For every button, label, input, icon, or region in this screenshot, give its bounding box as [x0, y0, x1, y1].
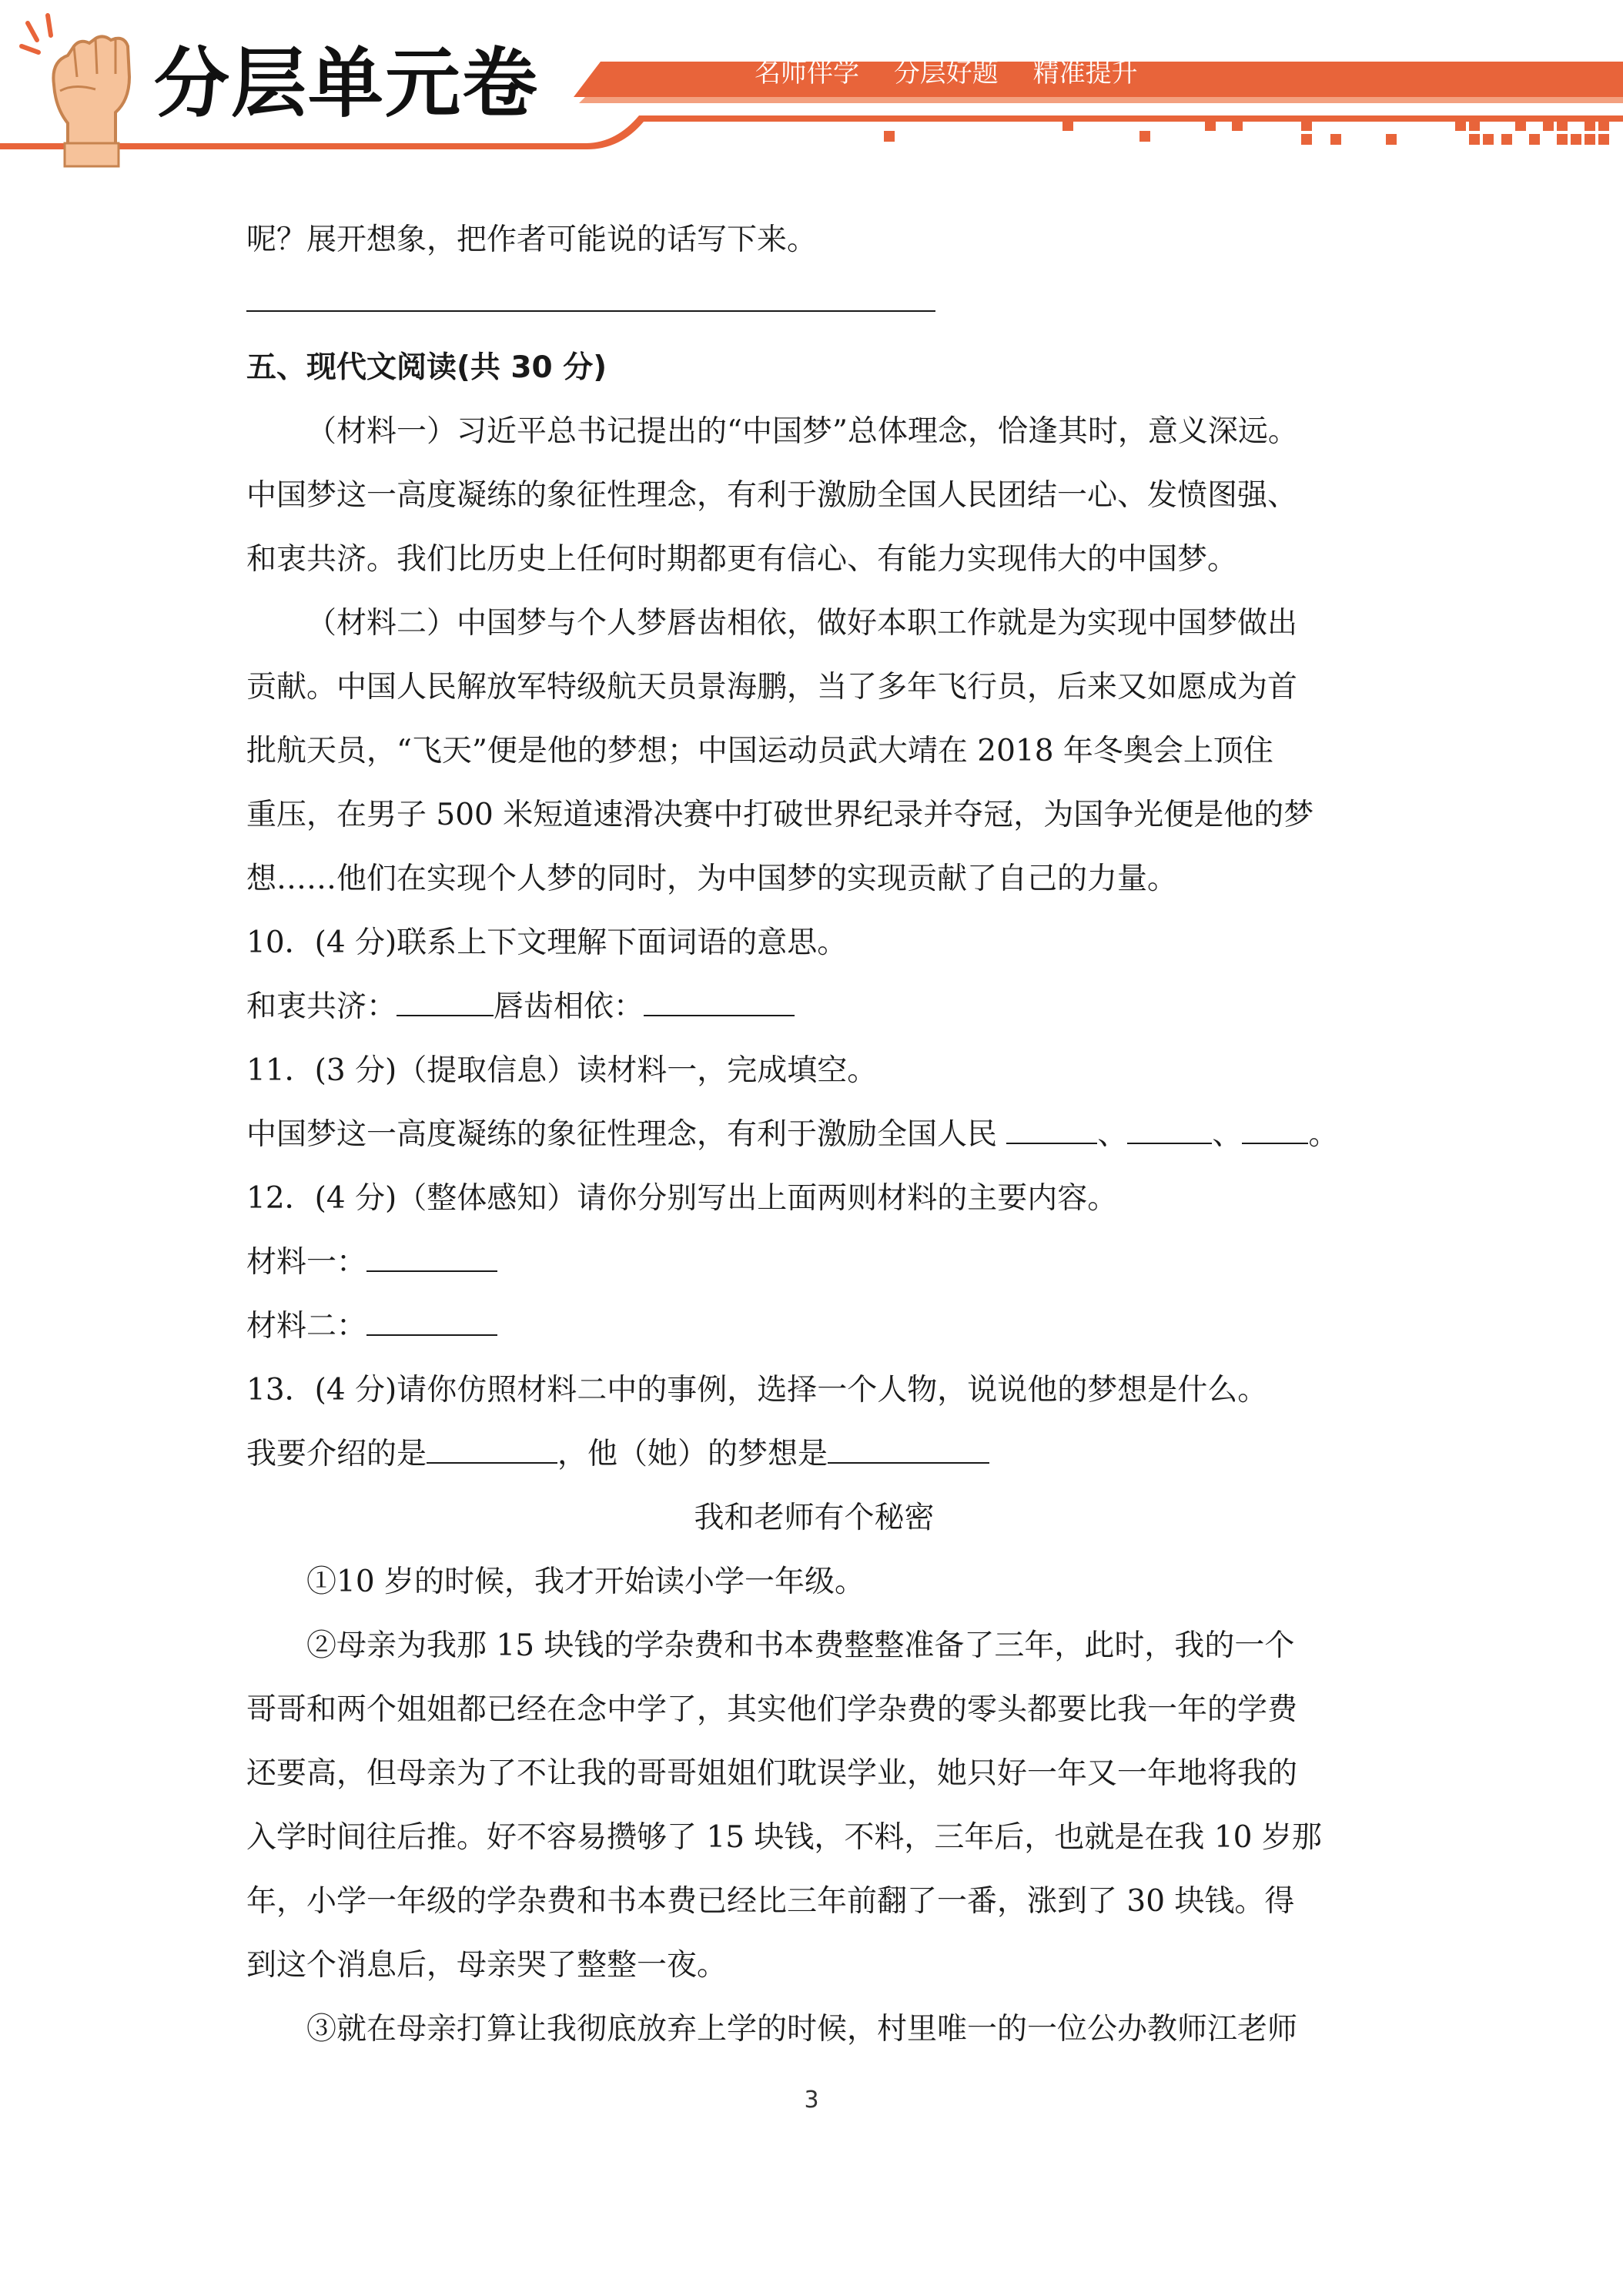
brand-title: 分层单元卷 — [154, 40, 540, 128]
question-10-answer-line — [246, 975, 1382, 1039]
answer-blank[interactable] — [644, 992, 795, 1016]
text-line: 呢？展开想象，把作者可能说的话写下来。 — [246, 223, 818, 257]
question-10: 10．(4 分)联系上下文理解下面词语的意思。 — [246, 925, 848, 960]
pixel-decoration — [884, 120, 1609, 145]
answer-label: 和衷共济： — [246, 989, 397, 1024]
material-2-line: 重压，在男子 500 米短道速滑决赛中打破世界纪录并夺冠，为国争光便是他的梦 — [246, 798, 1314, 832]
question-11-answer-line — [246, 1103, 1382, 1166]
material-2-line: 想……他们在实现个人梦的同时，为中国梦的实现贡献了自己的力量。 — [246, 862, 1178, 896]
material-1-line: 和衷共济。我们比历史上任何时期都更有信心、有能力实现伟大的中国梦。 — [246, 542, 1238, 577]
answer-blank[interactable] — [397, 992, 494, 1016]
material-2-line: 贡献。中国人民解放军特级航天员景海鹏，当了多年飞行员，后来又如愿成为首 — [246, 670, 1298, 705]
answer-label: ，他（她）的梦想是 — [557, 1437, 828, 1471]
slogan-item: 名师伴学 — [755, 58, 859, 89]
question-11-text: 中国梦这一高度凝练的象征性理念，有利于激励全国人民 — [246, 1117, 1007, 1152]
page-header — [0, 0, 1623, 177]
answer-label: 材料一： — [246, 1245, 367, 1280]
question-13-answer-line — [246, 1422, 1382, 1486]
material-2-line: （材料二）中国梦与个人梦唇齿相依，做好本职工作就是为实现中国梦做出 — [306, 606, 1298, 641]
story-paragraph-line: 入学时间往后推。好不容易攒够了 15 块钱，不料，三年后，也就是在我 10 岁那 — [246, 1820, 1322, 1855]
answer-label: 唇齿相依： — [494, 989, 644, 1024]
separator: 、 — [1097, 1117, 1128, 1152]
story-paragraph-line: ②母亲为我那 15 块钱的学杂费和书本费整整准备了三年，此时，我的一个 — [306, 1628, 1295, 1663]
question-12-answer-line — [246, 1230, 1382, 1294]
material-2-line: 批航天员，“飞天”便是他的梦想；中国运动员武大靖在 2018 年冬奥会上顶住 — [246, 734, 1273, 768]
answer-rule — [246, 272, 1382, 336]
answer-blank[interactable] — [828, 1439, 989, 1464]
answer-blank[interactable] — [1242, 1120, 1308, 1144]
material-1-line: 中国梦这一高度凝练的象征性理念，有利于激励全国人民团结一心、发愤图强、 — [246, 478, 1298, 513]
separator: 、 — [1212, 1117, 1243, 1152]
question-13: 13．(4 分)请你仿照材料二中的事例，选择一个人物，说说他的梦想是什么。 — [246, 1373, 1268, 1407]
material-1-line: （材料一）习近平总书记提出的“中国梦”总体理念，恰逢其时，意义深远。 — [306, 414, 1298, 449]
question-12: 12．(4 分)（整体感知）请你分别写出上面两则材料的主要内容。 — [246, 1181, 1118, 1216]
answer-blank[interactable] — [366, 1311, 497, 1336]
answer-label: 我要介绍的是 — [246, 1437, 427, 1471]
story-paragraph-line: 到这个消息后，母亲哭了整整一夜。 — [246, 1948, 728, 1983]
header-slogan — [755, 58, 1164, 89]
story-paragraph-line: 哥哥和两个姐姐都已经在念中学了，其实他们学杂费的零头都要比我一年的学费 — [246, 1692, 1298, 1727]
question-12-answer-line — [246, 1294, 1382, 1358]
section-heading: 五、现代文阅读(共 30 分) — [246, 350, 607, 385]
story-paragraph-line: 年，小学一年级的学杂费和书本费已经比三年前翻了一番，涨到了 30 块钱。得 — [246, 1884, 1295, 1919]
slogan-item: 精准提升 — [1032, 58, 1138, 89]
story-paragraph-line: 还要高，但母亲为了不让我的哥哥姐姐们耽误学业，她只好一年又一年地将我的 — [246, 1756, 1298, 1791]
answer-blank[interactable] — [1006, 1120, 1097, 1144]
answer-blank[interactable] — [366, 1247, 497, 1272]
page-number: 3 — [804, 2087, 819, 2114]
answer-blank[interactable] — [1127, 1120, 1212, 1144]
document-body — [246, 208, 1382, 2061]
separator: 。 — [1308, 1117, 1339, 1152]
story-paragraph-line: ③就在母亲打算让我彻底放弃上学的时候，村里唯一的一位公办教师江老师 — [306, 2012, 1298, 2047]
slogan-item: 分层好题 — [893, 58, 999, 89]
answer-label: 材料二： — [246, 1309, 367, 1344]
story-title: 我和老师有个秘密 — [694, 1501, 935, 1535]
story-paragraph-line: ①10 岁的时候，我才开始读小学一年级。 — [306, 1565, 865, 1599]
question-11: 11．(3 分)（提取信息）读材料一，完成填空。 — [246, 1053, 878, 1088]
answer-blank[interactable] — [427, 1439, 557, 1464]
